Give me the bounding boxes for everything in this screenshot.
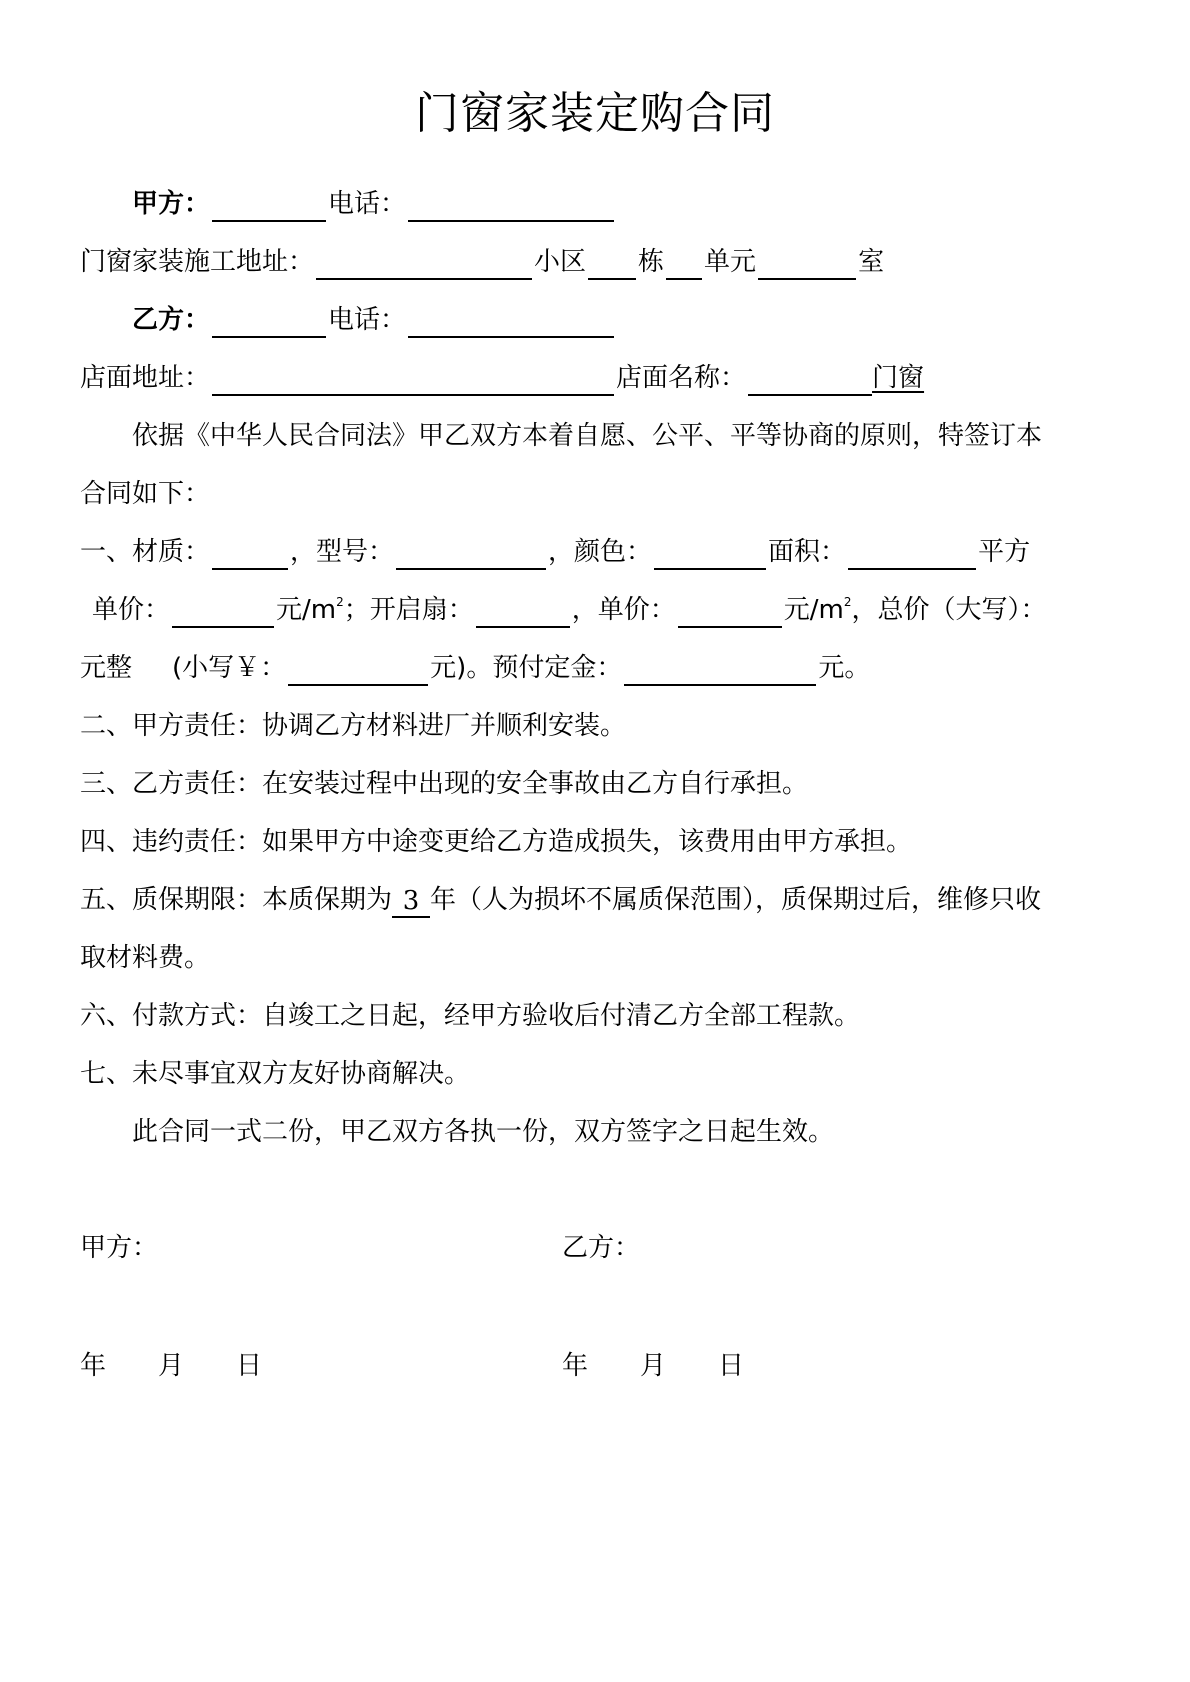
deposit-unit: 元。 [818,653,871,683]
intro-line-2: 合同如下： [80,479,211,509]
small-write-field[interactable] [288,654,428,686]
building-field[interactable] [666,248,702,280]
unit-price-superscript: 2 [336,595,344,609]
clause-7: 七、未尽事宜双方友好协商解决。 [80,1059,471,1089]
clause-1-line-3 [80,650,870,686]
clause-2: 二、甲方责任：协调乙方材料进厂并顺利安装。 [80,711,627,741]
material-field[interactable] [212,538,288,570]
unit-label: 单元 [704,247,757,277]
room-label: 室 [858,247,885,277]
community-field[interactable] [588,248,636,280]
store-name-field[interactable] [748,364,872,396]
unit-price-unit: 元/m [276,595,337,625]
date-year-label: 年 [562,1351,589,1381]
party-b-label: 乙方： [132,305,211,335]
color-field[interactable] [654,538,766,570]
opening-sash-field[interactable] [476,596,570,628]
date-day-label: 日 [718,1351,745,1381]
address-label: 门窗家装施工地址： [80,247,315,277]
area-field[interactable] [848,538,976,570]
unit-price-2-label: ，单价： [571,595,676,625]
date-party-a [80,1348,262,1384]
store-address-field[interactable] [212,364,614,396]
party-a-line [132,186,616,222]
unit-price-label: 单价： [92,595,171,625]
unit-price-2-field[interactable] [678,596,782,628]
party-b-phone-field[interactable] [408,306,614,338]
unit-price-field[interactable] [172,596,274,628]
party-a-phone-label: 电话： [328,189,407,219]
address-line [80,244,884,280]
signature-party-a: 甲方： [80,1233,159,1263]
area-label: 面积： [768,537,847,567]
unit-price-2-unit: 元/m [783,595,844,625]
yuan-zheng-label: 元整 [80,653,133,683]
small-write-label: (小写￥： [172,653,287,683]
model-label: ，型号： [290,537,395,567]
page-title: 门窗家装定购合同 [415,88,775,139]
clause-3: 三、乙方责任：在安装过程中出现的安全事故由乙方自行承担。 [80,769,809,799]
date-party-b [562,1348,744,1384]
unit-price-2-superscript: 2 [843,595,852,609]
date-day-label: 日 [236,1351,263,1381]
signature-party-b: 乙方： [562,1233,641,1263]
clause-5-line-2: 取材料费。 [80,943,211,973]
party-b-name-field[interactable] [212,306,326,338]
intro-line-1: 依据《中华人民合同法》甲乙双方本着自愿、公平、平等协商的原则，特签订本 [132,421,1043,451]
clause-5-suffix: 年（人为损坏不属质保范围），质保期过后，维修只收 [430,885,1042,915]
party-a-label: 甲方： [132,189,211,219]
community-label: 小区 [534,247,587,277]
store-line [80,360,924,396]
store-name-suffix: 门窗 [872,363,925,393]
model-field[interactable] [396,538,546,570]
clause-6: 六、付款方式：自竣工之日起，经甲方验收后付清乙方全部工程款。 [80,1001,861,1031]
color-label: ，颜色： [548,537,653,567]
warranty-years-field[interactable]: 3 [392,886,430,918]
clause-5-line-1 [80,882,1041,918]
opening-sash-label: ；开启扇： [343,595,474,625]
area-unit: 平方 [978,537,1031,567]
address-field[interactable] [316,248,532,280]
material-label: 一、材质： [80,537,211,567]
store-name-label: 店面名称： [616,363,747,393]
party-a-name-field[interactable] [212,190,326,222]
party-b-line [132,302,616,338]
store-address-label: 店面地址： [80,363,211,393]
clause-5-prefix: 五、质保期限：本质保期为 [80,885,393,915]
date-year-label: 年 [80,1351,107,1381]
clause-1-line-1 [80,534,1030,570]
date-month-label: 月 [158,1351,185,1381]
room-field[interactable] [758,248,856,280]
deposit-field[interactable] [624,654,816,686]
total-label: ，总价（大写）： [851,595,1047,625]
party-a-phone-field[interactable] [408,190,614,222]
date-month-label: 月 [640,1351,667,1381]
clause-4: 四、违约责任：如果甲方中途变更给乙方造成损失，该费用由甲方承担。 [80,827,913,857]
clause-1-line-2 [92,592,1047,628]
building-label: 栋 [638,247,665,277]
party-b-phone-label: 电话： [328,305,407,335]
deposit-label: 元)。预付定金： [430,653,623,683]
closing-statement: 此合同一式二份，甲乙双方各执一份，双方签字之日起生效。 [132,1117,835,1147]
